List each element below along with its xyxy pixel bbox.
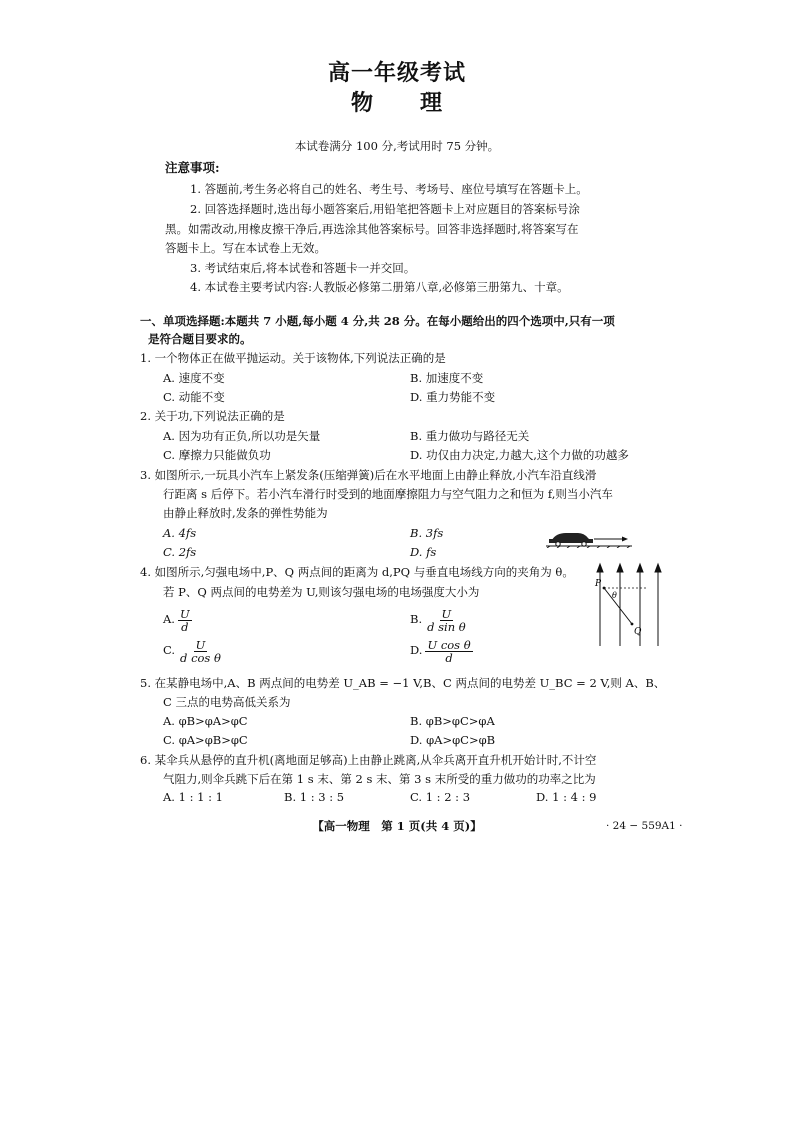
q1-option-a: A. 速度不变: [163, 371, 225, 385]
exam-title: 高一年级考试: [327, 60, 466, 86]
theta-label: θ: [612, 591, 617, 600]
note-line-6: 4. 本试卷主要考试内容:人教版必修第二册第八章,必修第三册第九、十章。: [190, 280, 569, 294]
toy-car-figure: [546, 528, 632, 548]
section-heading-line-2: 是符合题目要求的。: [148, 332, 252, 346]
point-q-label: Q: [634, 627, 642, 637]
subject-title: 物 理: [350, 90, 443, 116]
q5-stem-line-2: C 三点的电势高低关系为: [163, 695, 291, 709]
score-info: 本试卷满分 100 分,考试用时 75 分钟。: [294, 139, 500, 153]
q3-option-d: D. fs: [410, 545, 437, 559]
q6-option-b: B. 1 : 3 : 5: [284, 790, 345, 804]
paper-code: · 24 − 559A1 ·: [606, 820, 683, 832]
q5-stem-line-1: 5. 在某静电场中,A、B 两点间的电势差 U_AB = −1 V,B、C 两点间的电势差 U_BC = 2 V,则 A、B、: [140, 676, 666, 690]
note-line-5: 3. 考试结束后,将本试卷和答题卡一并交回。: [190, 261, 416, 275]
q4-option-b: B. $\frac{U}{\text{d sin θ}}$: [410, 606, 466, 634]
q5-option-c: C. φA>φB>φC: [163, 733, 248, 747]
notes-heading: 注意事项:: [165, 160, 220, 175]
q5-option-a: A. φB>φA>φC: [163, 714, 248, 728]
q2-option-c: C. 摩擦力只能做负功: [163, 448, 271, 462]
electric-field-figure: [586, 562, 662, 648]
q4-option-c: C. $\frac{U}{\text{d cos θ}}$: [163, 637, 221, 665]
q4-option-d: D. $\frac{\text{U cos θ}}{d}$: [410, 637, 471, 665]
q4-stem-line-1: 4. 如图所示,匀强电场中,P、Q 两点间的距离为 d,PQ 与垂直电场线方向的夹角为 θ。: [140, 565, 574, 579]
note-line-1: 1. 答题前,考生务必将自己的姓名、考生号、考场号、座位号填写在答题卡上。: [190, 182, 588, 196]
note-line-3: 黑。如需改动,用橡皮擦干净后,再选涂其他答案标号。回答非选择题时,将答案写在: [165, 222, 579, 236]
q1-option-d: D. 重力势能不变: [410, 390, 496, 404]
q3-stem-line-3: 由静止释放时,发条的弹性势能为: [163, 506, 328, 520]
q5-option-d: D. φA>φC>φB: [410, 733, 496, 747]
q1-option-b: B. 加速度不变: [410, 371, 484, 385]
note-line-2: 2. 回答选择题时,选出每小题答案后,用铅笔把答题卡上对应题目的答案标号涂: [190, 202, 580, 216]
point-p-label: P: [595, 579, 602, 589]
q6-stem-line-1: 6. 某伞兵从悬停的直升机(离地面足够高)上由静止跳离,从伞兵离开直升机开始计时,不计空: [140, 753, 597, 767]
q6-option-d: D. 1 : 4 : 9: [536, 790, 597, 804]
q3-option-a: A. 4fs: [163, 526, 197, 540]
q6-stem-line-2: 气阻力,则伞兵跳下后在第 1 s 末、第 2 s 末、第 3 s 末所受的重力做功的功率之比为: [163, 772, 596, 786]
q6-option-a: A. 1 : 1 : 1: [163, 790, 223, 804]
section-heading-line-1: 一、单项选择题:本题共 7 小题,每小题 4 分,共 28 分。在每小题给出的四个选项中,只有一项: [140, 314, 615, 328]
q3-option-c: C. 2fs: [163, 545, 197, 559]
q1-stem: 1. 一个物体正在做平抛运动。关于该物体,下列说法正确的是: [140, 351, 446, 365]
q2-option-b: B. 重力做功与路径无关: [410, 429, 530, 443]
q1-option-c: C. 动能不变: [163, 390, 225, 404]
q5-option-b: B. φB>φC>φA: [410, 714, 495, 728]
page-footer: 【高一物理 第 1 页(共 4 页)】: [312, 819, 482, 833]
q2-stem: 2. 关于功,下列说法正确的是: [140, 409, 285, 423]
q3-option-b: B. 3fs: [410, 526, 444, 540]
q6-option-c: C. 1 : 2 : 3: [410, 790, 471, 804]
q4-option-a: A. $\frac{U}{d}$: [163, 606, 190, 634]
q4-stem-line-2: 若 P、Q 两点间的电势差为 U,则该匀强电场的电场强度大小为: [163, 585, 480, 599]
q2-option-d: D. 功仅由力决定,力越大,这个力做的功越多: [410, 448, 629, 462]
q2-option-a: A. 因为功有正负,所以功是矢量: [163, 429, 321, 443]
note-line-4: 答题卡上。写在本试卷上无效。: [165, 241, 326, 255]
q3-stem-line-2: 行距离 s 后停下。若小汽车滑行时受到的地面摩擦阻力与空气阻力之和恒为 f,则当小汽车: [163, 487, 613, 501]
q3-stem-line-1: 3. 如图所示,一玩具小汽车上紧发条(压缩弹簧)后在水平地面上由静止释放,小汽车沿直线滑: [140, 468, 597, 482]
